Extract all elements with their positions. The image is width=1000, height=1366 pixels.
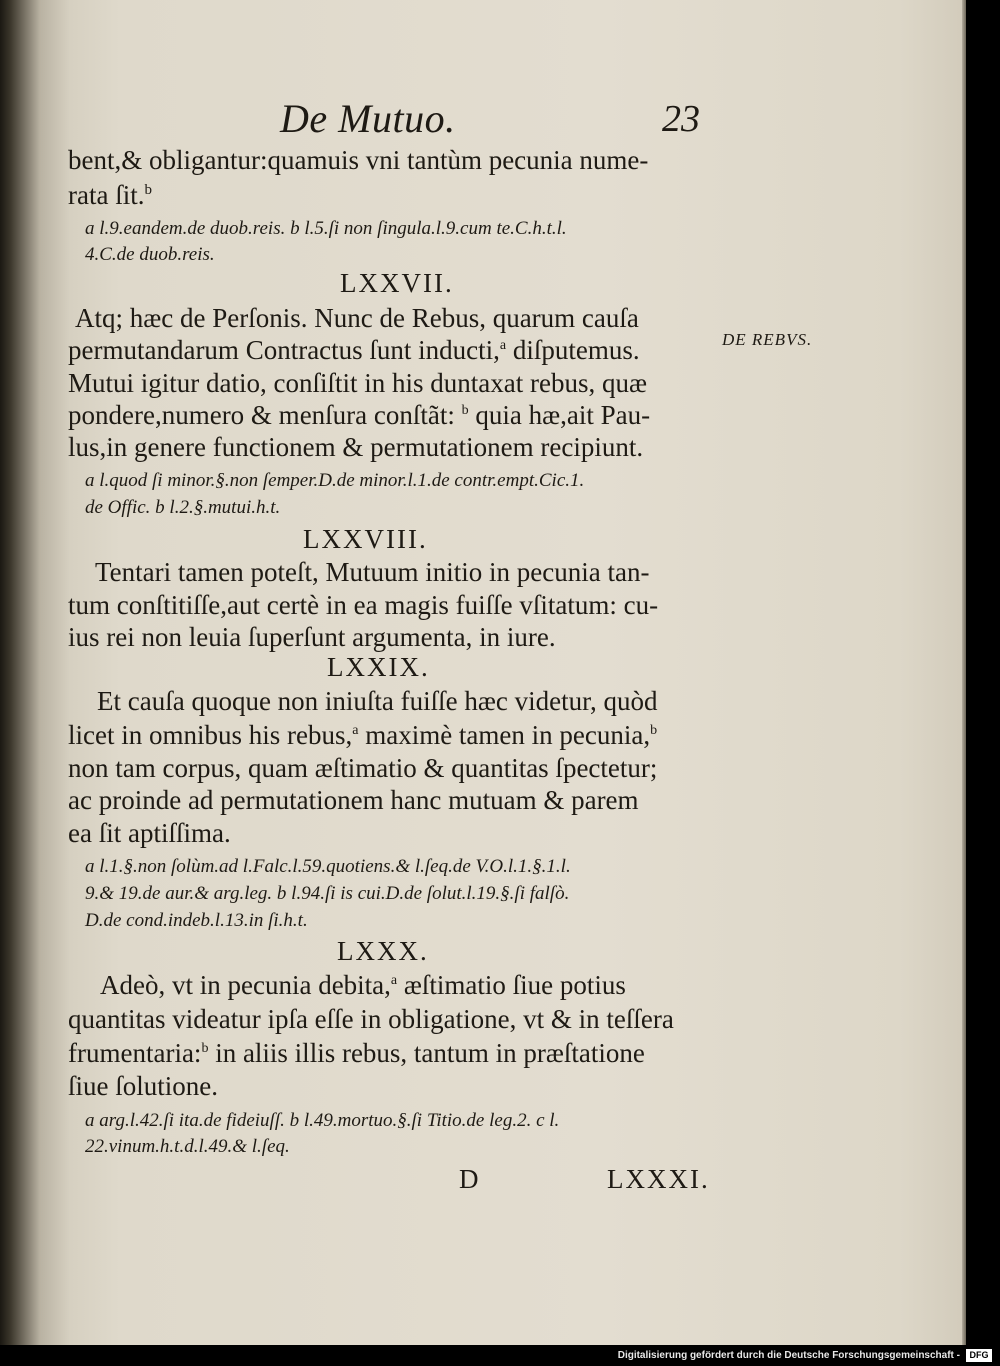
text-line: frumentaria:$^b$ in aliis illis rebus, tantum in præſtatione (68, 1038, 645, 1068)
text-line: pondere,numero & menſura conſtãt: $^b$ quia hæ,ait Pau- (68, 400, 651, 430)
text-line: bent,& obligantur:quamuis vni tantùm pecunia nume- (68, 145, 649, 175)
text-line: ac proinde ad permutationem hanc mutuam & parem (68, 785, 639, 815)
section-number: LXXX. (337, 936, 429, 966)
page-number: 23 (662, 98, 700, 140)
catchword: LXXXI. (607, 1164, 710, 1194)
footnote-line: a arg.l.42.ſi ita.de fideiuſſ. b l.49.mortuo.§.ſi Titio.de leg.2. c l. (85, 1110, 560, 1131)
text-line: Mutui igitur datio, conſiſtit in his duntaxat rebus, quæ (68, 368, 647, 398)
footnote-line: de Offic. b l.2.§.mutui.h.t. (85, 497, 281, 518)
footnote-line: D.de cond.indeb.l.13.in ſi.h.t. (85, 910, 308, 931)
text-line: quantitas videatur ipſa eſſe in obligatione, vt & in teſſera (68, 1004, 674, 1034)
text-line: licet in omnibus his rebus,$^a$ maximè tamen in pecunia,$^b$ (68, 720, 658, 750)
margin-note: DE REBVS. (722, 330, 813, 349)
signature-mark: D (459, 1164, 479, 1194)
footnote-line: 4.C.de duob.reis. (85, 244, 215, 265)
page-edge (962, 0, 966, 1345)
text-line: Et cauſa quoque non iniuſta fuiſſe hæc videtur, quòd (97, 686, 658, 716)
footnote-line: a l.quod ſi minor.§.non ſemper.D.de minor.l.1.de contr.empt.Cic.1. (85, 470, 585, 491)
footnote-line: 22.vinum.h.t.d.l.49.& l.ſeq. (85, 1136, 290, 1157)
credit-text: Digitalisierung gefördert durch die Deutsche Forschungsgemeinschaft - (617, 1350, 960, 1361)
dfg-logo-icon: DFG (966, 1349, 992, 1362)
section-number: LXXVII. (340, 268, 454, 298)
text-line: ius rei non leuia ſuperſunt argumenta, in iure. (68, 622, 556, 652)
footnote-line: 9.& 19.de aur.& arg.leg. b l.94.ſi is cui.D.de ſolut.l.19.§.ſi falſò. (85, 883, 570, 904)
section-number: LXXIX. (327, 652, 430, 682)
running-head-title: De Mutuo. (280, 96, 456, 141)
text-line: non tam corpus, quam æſtimatio & quantitas ſpectetur; (68, 753, 658, 783)
section-number: LXXVIII. (303, 524, 428, 554)
text-line: Atq; hæc de Perſonis. Nunc de Rebus, quarum cauſa (75, 303, 639, 333)
text-line: Tentari tamen poteſt, Mutuum initio in pecunia tan- (95, 557, 650, 587)
footnote-line: a l.1.§.non ſolùm.ad l.Falc.l.59.quotiens.& l.ſeq.de V.O.l.1.§.1.l. (85, 856, 571, 877)
text-line: tum conſtitiſſe,aut certè in ea magis fuiſſe vſitatum: cu- (68, 590, 659, 620)
text-line: Adeò, vt in pecunia debita,$^a$ æſtimatio ſiue potius (100, 970, 626, 1000)
footnote-line: a l.9.eandem.de duob.reis. b l.5.ſi non ſingula.l.9.cum te.C.h.t.l. (85, 218, 567, 239)
text-line: permutandarum Contractus ſunt inducti,$^a$ diſputemus. (68, 335, 640, 365)
text-line: ſiue ſolutione. (68, 1071, 218, 1101)
text-line: rata ſit.$^b$ (68, 180, 152, 210)
text-line: lus,in genere functionem & permutationem recipiunt. (68, 432, 644, 462)
text-line: ea ſit aptiſſima. (68, 818, 231, 848)
